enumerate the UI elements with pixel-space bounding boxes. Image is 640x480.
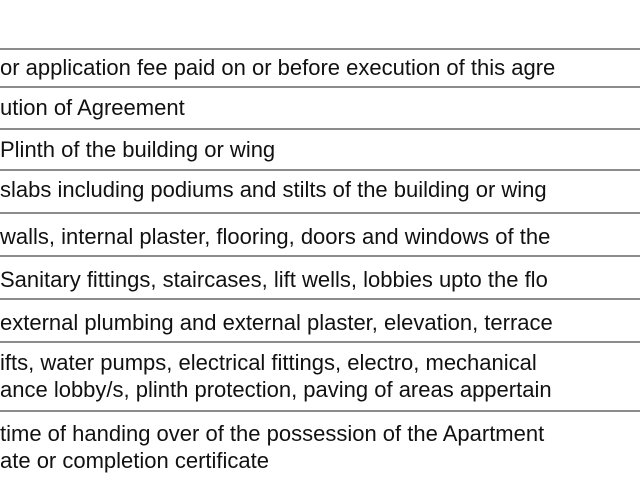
table-row <box>0 0 640 50</box>
table-row <box>0 257 640 300</box>
table-row <box>0 300 640 343</box>
row-text: Sanitary fittings, staircases, lift wells, lobbies upto the flo <box>0 267 548 292</box>
row-line: ifts, water pumps, electrical fittings, electro, mechanical <box>0 350 537 375</box>
row-text: Plinth of the building or wing <box>0 137 276 162</box>
row-text: ution of Agreement <box>0 95 185 120</box>
table-row <box>0 412 640 480</box>
row-text <box>0 343 640 403</box>
table-row <box>0 50 640 88</box>
row-text: or application fee paid on or before execution of this agre <box>0 55 556 80</box>
row-text: slabs including podiums and stilts of the building or wing <box>0 177 547 202</box>
row-text <box>0 412 640 474</box>
table-row <box>0 343 640 412</box>
row-text: walls, internal plaster, flooring, doors and windows of the <box>0 224 551 249</box>
row-line: time of handing over of the possession of the Apartment <box>0 421 545 446</box>
table-row <box>0 88 640 130</box>
row-text: external plumbing and external plaster, elevation, terrace <box>0 310 553 335</box>
table-row <box>0 171 640 214</box>
table-row <box>0 214 640 257</box>
table-row <box>0 130 640 171</box>
row-line: ate or completion certificate <box>0 448 270 473</box>
row-line: ance lobby/s, plinth protection, paving of areas appertain <box>0 377 552 402</box>
